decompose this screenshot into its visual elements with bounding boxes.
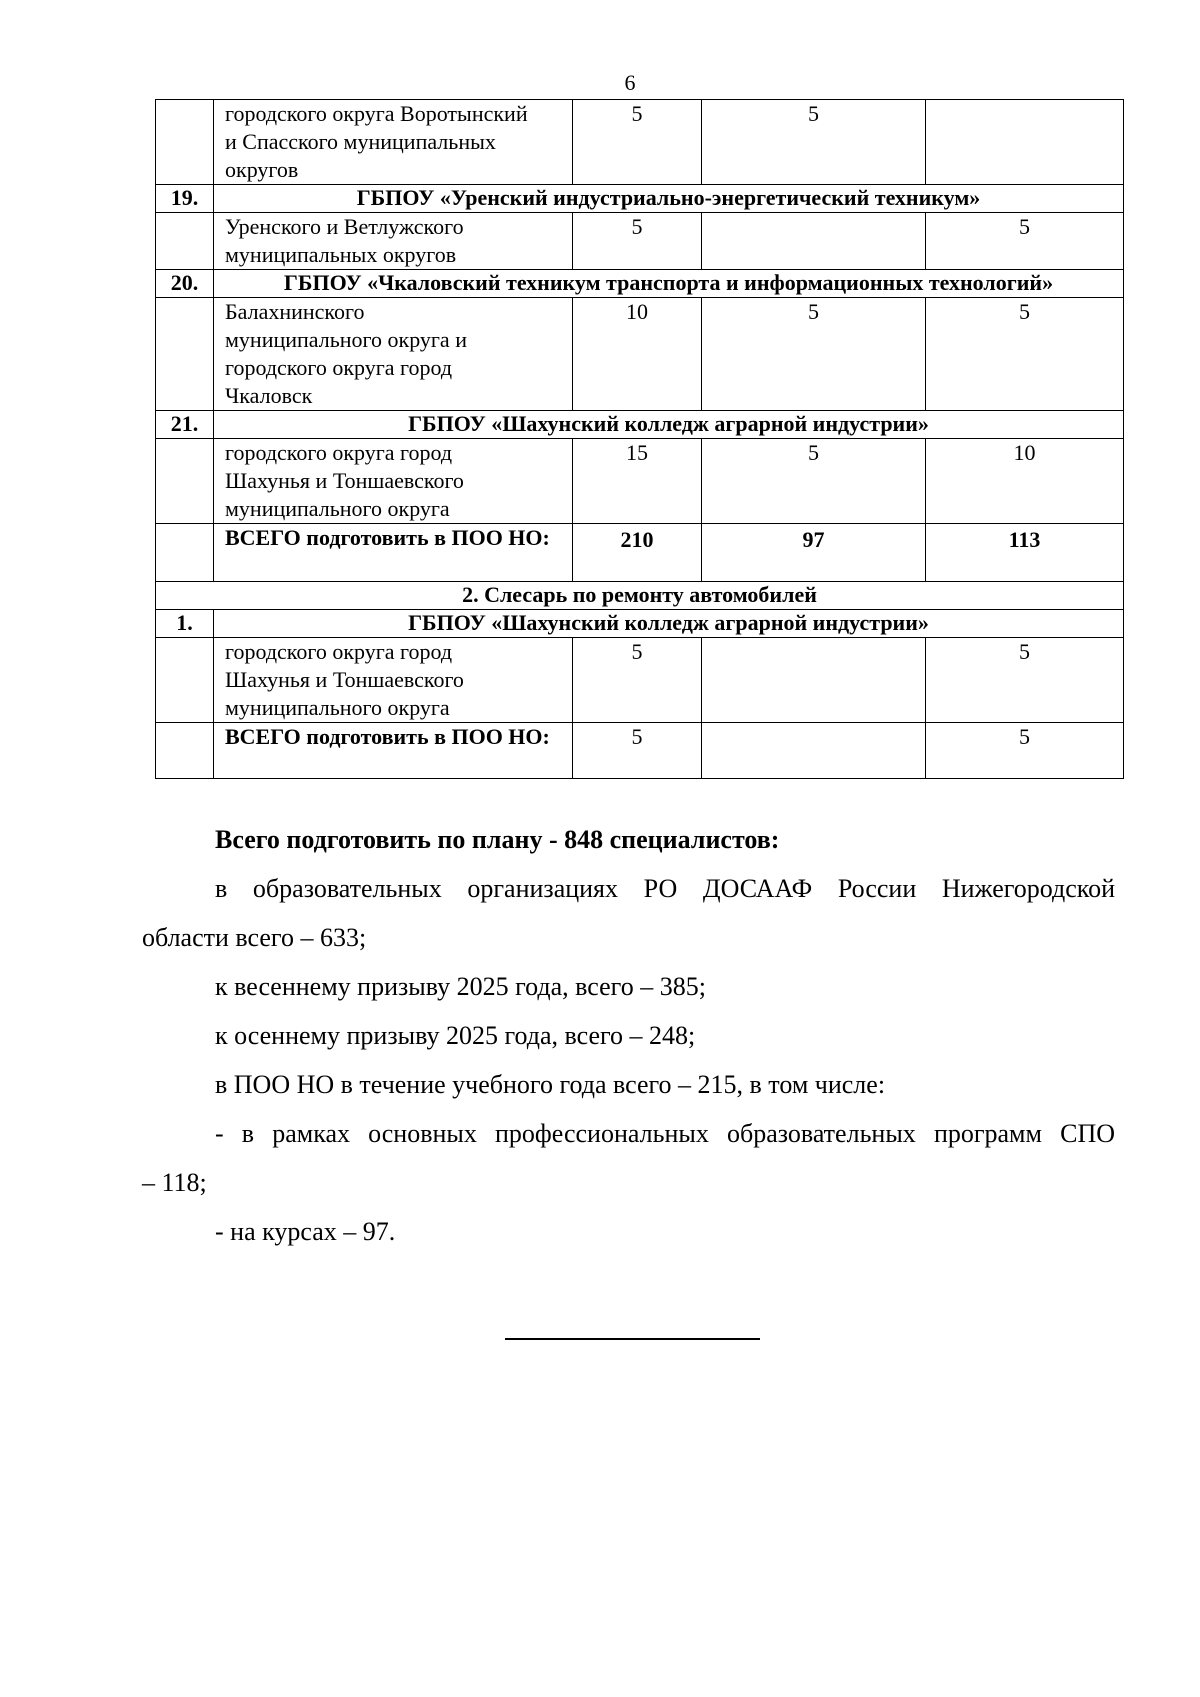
institution-title: ГБПОУ «Чкаловский техникум транспорта и информационных технологий» [214, 270, 1124, 298]
table-row [156, 213, 1124, 270]
table-row-total [156, 723, 1124, 779]
row-number: 20. [156, 270, 214, 298]
table-row-section [156, 582, 1124, 610]
value-col3: 5 [926, 638, 1124, 723]
table-row [156, 439, 1124, 524]
dosaaf-paragraph: в образовательных организациях РО ДОСААФ России Нижегородской [215, 874, 1115, 903]
end-of-document-rule [505, 1338, 760, 1340]
table-row [156, 638, 1124, 723]
value-col2: 5 [702, 439, 926, 524]
row-number [156, 100, 214, 185]
total-col2 [702, 723, 926, 779]
total-label: ВСЕГО подготовить в ПОО НО: [214, 524, 573, 582]
district-cell [214, 298, 573, 411]
table-row [156, 298, 1124, 411]
spo-paragraph-cont: – 118; [142, 1168, 207, 1197]
district-line: муниципального округа [225, 496, 450, 521]
summary-heading: Всего подготовить по плану - 848 специалистов: [215, 825, 780, 854]
value-col3: 10 [926, 439, 1124, 524]
poo-line: в ПОО НО в течение учебного года всего – 215, в том числе: [215, 1070, 886, 1099]
district-line: и Спасского муниципальных [225, 129, 496, 154]
table-row [156, 100, 1124, 185]
district-cell [214, 439, 573, 524]
district-cell [214, 213, 573, 270]
row-number [156, 298, 214, 411]
total-col3: 5 [926, 723, 1124, 779]
value-col2: 5 [702, 298, 926, 411]
courses-line: - на курсах – 97. [215, 1217, 396, 1246]
district-line: Чкаловск [225, 383, 313, 408]
district-cell [214, 100, 573, 185]
district-line: городского округа город [225, 355, 453, 380]
district-line: Шахунья и Тоншаевского [225, 667, 464, 692]
value-col3 [926, 100, 1124, 185]
spo-paragraph: - в рамках основных профессиональных образовательных программ СПО [215, 1119, 1115, 1148]
dosaaf-paragraph-cont: области всего – 633; [142, 923, 367, 952]
row-number: 1. [156, 610, 214, 638]
table-row-total [156, 524, 1124, 582]
value-total: 5 [573, 213, 702, 270]
district-line: муниципального округа и [225, 327, 467, 352]
spring-draft-line: к весеннему призыву 2025 года, всего – 385; [215, 972, 706, 1001]
value-col3: 5 [926, 213, 1124, 270]
district-cell [214, 638, 573, 723]
total-value: 210 [573, 524, 702, 582]
row-number [156, 638, 214, 723]
autumn-draft-line: к осеннему призыву 2025 года, всего – 248; [215, 1021, 696, 1050]
row-number [156, 439, 214, 524]
value-col3: 5 [926, 298, 1124, 411]
total-col3: 113 [926, 524, 1124, 582]
value-col2: 5 [702, 100, 926, 185]
district-line: Шахунья и Тоншаевского [225, 468, 464, 493]
value-total: 15 [573, 439, 702, 524]
total-value: 5 [573, 723, 702, 779]
value-col2 [702, 638, 926, 723]
row-number [156, 213, 214, 270]
district-line: округов [225, 157, 299, 182]
value-col2 [702, 213, 926, 270]
total-label: ВСЕГО подготовить в ПОО НО: [214, 723, 573, 779]
district-line: муниципального округа [225, 695, 450, 720]
row-number [156, 723, 214, 779]
institution-title: ГБПОУ «Шахунский колледж аграрной индустрии» [214, 411, 1124, 439]
table-row-institution [156, 610, 1124, 638]
table-row-institution [156, 185, 1124, 213]
district-line: городского округа город [225, 639, 453, 664]
value-total: 10 [573, 298, 702, 411]
total-col2: 97 [702, 524, 926, 582]
section-title: 2. Слесарь по ремонту автомобилей [156, 582, 1124, 610]
district-line: Балахнинского [225, 299, 365, 324]
institution-title: ГБПОУ «Шахунский колледж аграрной индустрии» [214, 610, 1124, 638]
district-line: муниципальных округов [225, 242, 457, 267]
page-number: 6 [624, 70, 636, 95]
row-number [156, 524, 214, 582]
value-total: 5 [573, 100, 702, 185]
table-row-institution [156, 411, 1124, 439]
value-total: 5 [573, 638, 702, 723]
row-number: 21. [156, 411, 214, 439]
district-line: городского округа Воротынский [225, 101, 528, 126]
table-row-institution [156, 270, 1124, 298]
row-number: 19. [156, 185, 214, 213]
district-line: городского округа город [225, 440, 453, 465]
training-plan-table [155, 99, 1124, 779]
institution-title: ГБПОУ «Уренский индустриально-энергетический техникум» [214, 185, 1124, 213]
district-line: Уренского и Ветлужского [225, 214, 464, 239]
